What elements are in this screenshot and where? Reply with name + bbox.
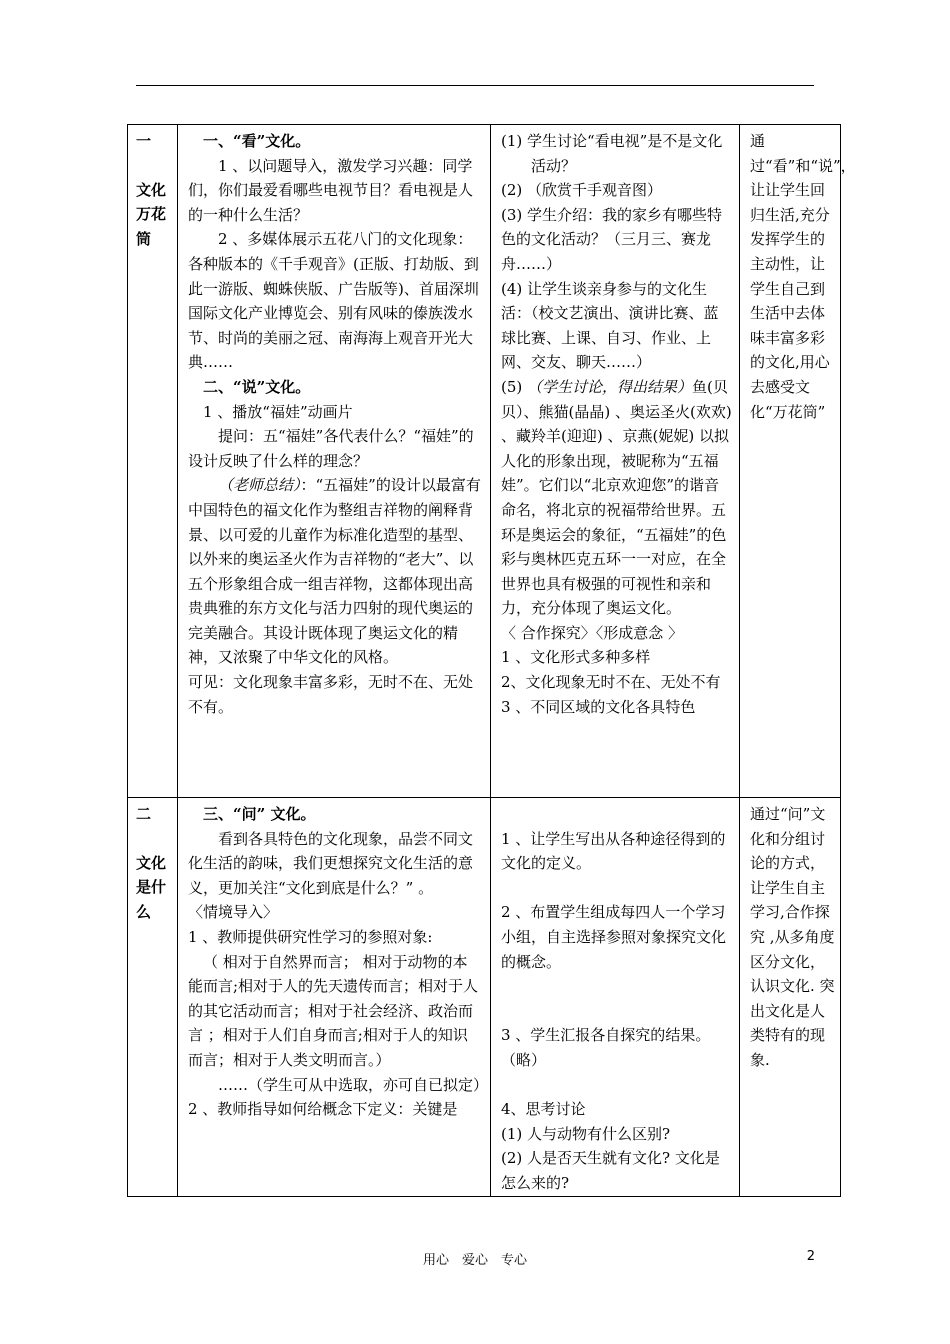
paragraph: 2 、多媒体展示五花八门的文化现象：各种版本的《千手观音》(正版、打劫版、到此一游版、蜘蛛侠版、广告版等)、首届深圳国际文化产业博览会、别有风味的傣族泼水节、时尚的美丽之冠、南海海上观音开光大典…… xyxy=(188,230,479,372)
teacher-activity-cell xyxy=(178,798,491,1197)
section-title: 文化万花筒 xyxy=(136,180,167,248)
paragraph: 1 、教师提供研究性学习的参照对象: xyxy=(188,927,433,946)
list-item: 4、思考讨论 xyxy=(501,1100,586,1119)
design-purpose-text: 通过“问”文化和分组讨论的方式，让学生自主学习,合作探究 ,从多角度区分文化，认识文化. 突出文化是人类特有的现象. xyxy=(750,805,835,1069)
list-text: 鱼(贝贝）、熊猫(晶晶) 、奥运圣火(欢欢) 、藏羚羊(迎迎) 、京燕(妮妮) 以拟人化的形象出现，被昵称为“五福娃”。它们以“北京欢迎您”的谐音命名，将北京的祝福带给世界。五环是奥运会的象征，“五福娃”的色彩与奥林匹克五环一一对应，在全世界也具有极强的可视性和亲和力，充分体现了奥运文化。 xyxy=(501,377,732,618)
table-row xyxy=(128,125,841,798)
student-activity-cell xyxy=(491,125,740,798)
list-item: 3 、不同区域的文化各具特色 xyxy=(501,697,696,716)
lesson-plan-table xyxy=(127,124,856,1197)
paragraph: 〈情境导入〉 xyxy=(188,903,279,922)
paragraph xyxy=(188,473,482,670)
design-purpose-text: 通过“看”和“说”，让让学生回归生活,充分发挥学生的主动性，让学生自己到生活中去体味丰富多彩的文化,用心去感受文化“万花筒” xyxy=(750,132,856,421)
footer-motto: 用心 爱心 专心 xyxy=(422,1253,527,1268)
list-item: (2) （欣赏千手观音图） xyxy=(501,181,663,200)
list-item: 2、文化现象无时不在、无处不有 xyxy=(501,673,721,692)
design-purpose-cell xyxy=(740,798,841,1197)
list-item: (2) 人是否天生就有文化? 文化是怎么来的? xyxy=(501,1149,720,1192)
paragraph: 可见：文化现象丰富多彩，无时不在、无处不有。 xyxy=(188,673,474,716)
paragraph-text: ：“五福娃”的设计以最富有中国特色的福文化作为整组吉祥物的阐释背景、以可爱的儿童作为标准化造型的基型、以外来的奥运圣火作为吉祥物的“老大”、以五个形象组合成一组吉祥物，这都体现出高贵典雅的东方文化与活力四射的现代奥运的完美融合。其设计既体现了奥运文化的精神，又浓聚了中华文化的风格。 xyxy=(188,476,481,667)
paragraph: ……（学生可从中选取，亦可自已拟定） xyxy=(218,1075,489,1094)
teacher-activity-cell xyxy=(178,125,491,798)
paragraph: 看到各具特色的文化现象，品尝不同文化生活的韵味，我们更想探究文化生活的意义，更加关注“文化到底是什么？” 。 xyxy=(188,829,474,897)
list-item: (1) 人与动物有什么区别? xyxy=(501,1124,671,1143)
list-item: (4) 让学生谈亲身参与的文化生活：（校文艺演出、演讲比赛、蓝球比赛、上课、自习、作业、上网、交友、聊天……） xyxy=(501,279,719,372)
paragraph: 1 、以问题导入，激发学习兴趣：同学们，你们最爱看哪些电视节目？看电视是人的一种什么生活？ xyxy=(188,156,474,224)
section-label-cell xyxy=(128,798,178,1197)
list-number: (5) xyxy=(501,377,528,396)
design-purpose-cell xyxy=(740,125,856,798)
paragraph: （ 相对于自然界而言； 相对于动物的本能而言;相对于人的先天遗传而言；相对于人的其它活动而言；相对于社会经济、政治而言 ；相对于人们自身而言;相对于人的知识而言；相对于人类文明而言。） xyxy=(188,952,479,1069)
list-item xyxy=(501,375,733,621)
list-item: 3 、学生汇报各自探究的结果。（略） xyxy=(501,1026,711,1069)
table-row xyxy=(128,798,841,1197)
step-heading: 二、“说”文化。 xyxy=(203,377,311,396)
step-heading: 三、“问” 文化。 xyxy=(203,805,316,823)
section-title: 文化是什么 xyxy=(136,853,167,921)
step-heading: 一、“看”文化。 xyxy=(203,132,311,150)
page-number: 2 xyxy=(806,1249,815,1264)
header-rule xyxy=(136,85,814,86)
paragraph: 1 、播放“福娃”动画片 xyxy=(203,402,353,421)
list-item: 2 、布置学生组成每四人一个学习小组，自主选择参照对象探究文化的概念。 xyxy=(501,903,727,971)
paragraph: 提问：五“福娃”各代表什么？“福娃”的设计反映了什么样的理念？ xyxy=(188,427,474,470)
student-activity-cell xyxy=(491,798,740,1197)
list-item: (3) 学生介绍：我的家乡有哪些特色的文化活动？（三月三、赛龙舟……） xyxy=(501,205,723,273)
list-item: 1 、让学生写出从各种途径得到的文化的定义。 xyxy=(501,829,726,873)
list-item: 1 、文化形式多种多样 xyxy=(501,648,651,667)
paragraph: 2 、教师指导如何给概念下定义：关键是 xyxy=(188,1100,458,1119)
section-label-cell xyxy=(128,125,178,798)
emphasis-text: （学生讨论，得出结果） xyxy=(527,377,693,396)
section-number: 二 xyxy=(136,805,152,823)
section-number: 一 xyxy=(136,132,152,150)
list-item: (1) 学生讨论“看电视”是不是文化活动？ xyxy=(501,132,723,175)
list-item: 〈 合作探究〉〈形成意念 〉 xyxy=(501,623,684,642)
emphasis-text: （老师总结） xyxy=(218,476,301,495)
